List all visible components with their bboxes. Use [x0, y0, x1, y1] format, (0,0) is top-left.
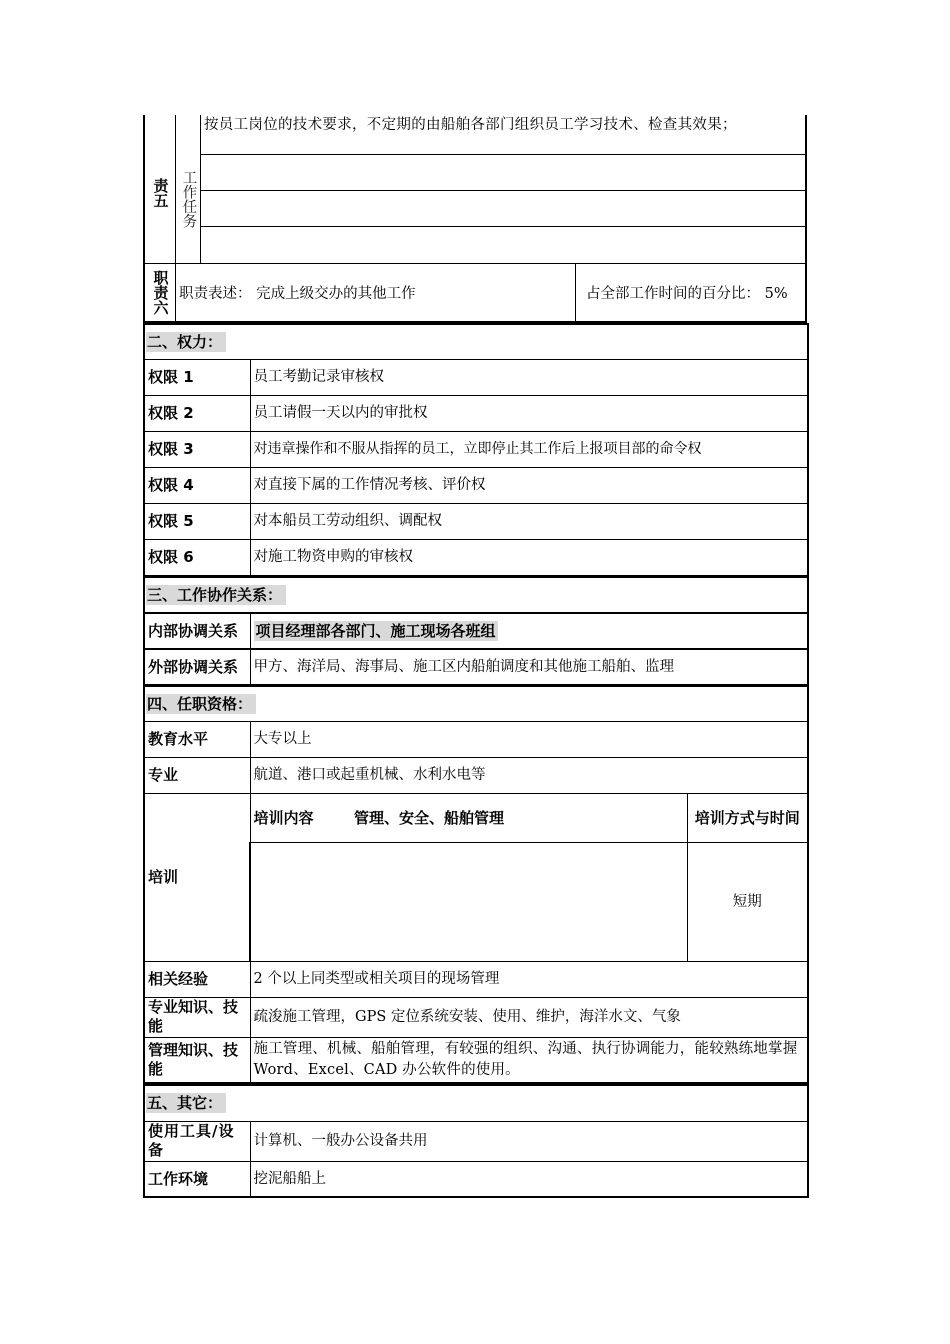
experience-value: 2 个以上同类型或相关项目的现场管理: [250, 961, 808, 997]
skill-value: 疏浚施工管理，GPS 定位系统安装、使用、维护，海洋水文、气象: [250, 997, 808, 1037]
education-value: 大专以上: [250, 721, 808, 757]
mgmt-label: 管理知识、技能: [144, 1037, 250, 1083]
training-content-header: [250, 793, 687, 842]
training-header-row: [144, 793, 808, 842]
training-method-value: 短期: [687, 842, 808, 961]
duty5-task-label-text: 工作任务: [180, 170, 197, 228]
duty6-label-text: 职责六: [151, 270, 170, 315]
tools-row: [144, 1121, 808, 1161]
authority-row: [144, 395, 808, 431]
experience-row: [144, 961, 808, 997]
authority-value: 对直接下属的工作情况考核、评价权: [250, 467, 808, 503]
duty5-label: [145, 115, 176, 264]
major-label: 专业: [144, 757, 250, 793]
duty5-task-label: [176, 115, 201, 264]
authority-label: 权限 5: [144, 503, 250, 539]
authority-table: [143, 323, 809, 576]
authority-value: 员工考勤记录审核权: [250, 359, 808, 395]
internal-value: [250, 613, 808, 649]
duty5-task-row-3: [201, 191, 807, 227]
duty6-description-text: 职责表述： 完成上级交办的其他工作: [179, 286, 416, 302]
external-value: 甲方、海洋局、海事局、施工区内船舶调度和其他施工船舶、监理: [250, 649, 808, 685]
major-value: 航道、港口或起重机械、水利水电等: [250, 757, 808, 793]
cooperation-title-text: 三、工作协作关系：: [146, 585, 286, 605]
experience-label: 相关经验: [144, 961, 250, 997]
major-row: [144, 757, 808, 793]
qualification-title-text: 四、任职资格：: [146, 694, 256, 714]
other-title-text: 五、其它：: [146, 1093, 226, 1113]
internal-row: [144, 613, 808, 649]
mgmt-value: 施工管理、机械、船舶管理，有较强的组织、沟通、执行协调能力，能较熟练地掌握 Word、Excel、CAD 办公软件的使用。: [250, 1037, 808, 1083]
education-label: 教育水平: [144, 721, 250, 757]
qualification-table: [143, 685, 809, 1084]
cooperation-section-title: [144, 577, 808, 613]
authority-label: 权限 6: [144, 539, 250, 575]
external-label: 外部协调关系: [144, 649, 250, 685]
other-section-title: [144, 1085, 808, 1121]
authority-row: [144, 539, 808, 575]
duty5-task-row-1: [201, 115, 807, 155]
authority-label: 权限 3: [144, 431, 250, 467]
tools-value: 计算机、一般办公设备共用: [250, 1121, 808, 1161]
skill-row: [144, 997, 808, 1037]
authority-row: [144, 359, 808, 395]
duty6-time-share: [576, 264, 807, 321]
authority-value: 对本船员工劳动组织、调配权: [250, 503, 808, 539]
authority-row: [144, 467, 808, 503]
duty6-time-share-text: 占全部工作时间的百分比： 5%: [586, 286, 788, 302]
duty5-label-text: 责五: [151, 178, 170, 208]
cooperation-table: [143, 576, 809, 686]
authority-title-text: 二、权力：: [146, 332, 226, 352]
other-table: [143, 1084, 809, 1198]
environment-value: 挖泥船船上: [250, 1161, 808, 1197]
environment-row: [144, 1161, 808, 1197]
authority-value: 员工请假一天以内的审批权: [250, 395, 808, 431]
duty5-task-row-4: [201, 227, 807, 264]
external-row: [144, 649, 808, 685]
internal-label: 内部协调关系: [144, 613, 250, 649]
authority-label: 权限 1: [144, 359, 250, 395]
authority-row: [144, 503, 808, 539]
training-method-label: 培训方式与时间: [687, 793, 808, 842]
authority-label: 权限 4: [144, 467, 250, 503]
qualification-section-title: [144, 686, 808, 721]
authority-label: 权限 2: [144, 395, 250, 431]
mgmt-row: [144, 1037, 808, 1083]
internal-value-text: 项目经理部各部门、施工现场各班组: [255, 621, 496, 640]
duty6-description: [176, 264, 576, 321]
authority-value: 对施工物资申购的审核权: [250, 539, 808, 575]
training-content-label: 培训内容: [253, 808, 314, 827]
duty-block: [143, 115, 807, 323]
skill-label: 专业知识、技能: [144, 997, 250, 1037]
authority-section-title: [144, 324, 808, 359]
training-label: 培训: [144, 793, 250, 961]
training-content-cell: [250, 842, 687, 961]
education-row: [144, 721, 808, 757]
job-description-sheet: [143, 115, 807, 1198]
training-content-value: 管理、安全、船舶管理: [353, 808, 504, 827]
tools-label: 使用工具/设备: [144, 1121, 250, 1161]
duty6-label: [145, 264, 176, 321]
duty5-task-row-2: [201, 155, 807, 191]
environment-label: 工作环境: [144, 1161, 250, 1197]
authority-value: 对违章操作和不服从指挥的员工，立即停止其工作后上报项目部的命令权: [250, 431, 808, 467]
authority-row: [144, 431, 808, 467]
duty5-task-text: 按员工岗位的技术要求，不定期的由船舶各部门组织员工学习技术、检查其效果；: [204, 117, 737, 133]
